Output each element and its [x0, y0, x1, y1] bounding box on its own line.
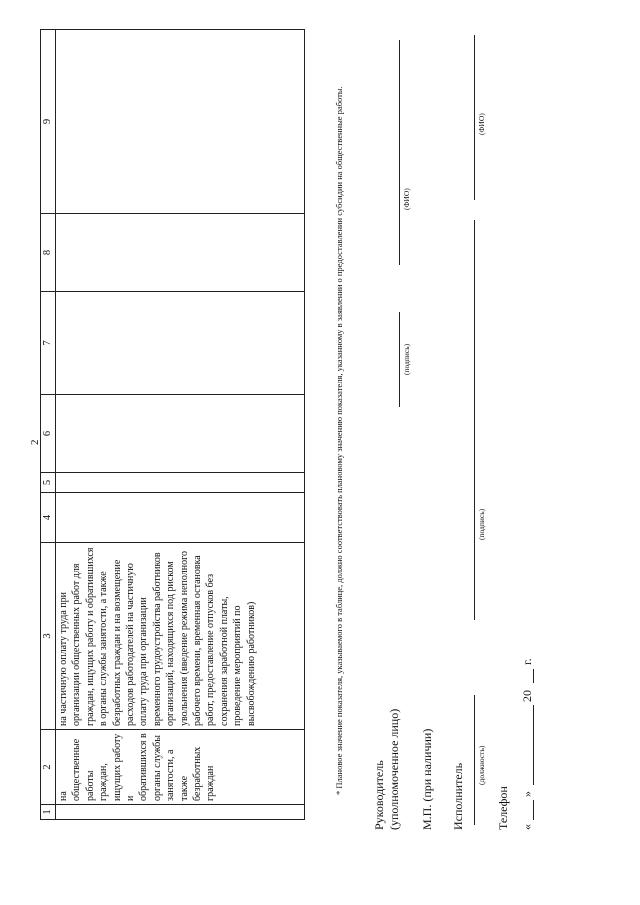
- head-signature-line: [399, 312, 400, 407]
- col-header-2: 2: [41, 730, 56, 805]
- head-fio-caption: (ФИО): [402, 188, 411, 210]
- indicator-table: [40, 29, 305, 820]
- seal-label: М.П. (при наличии): [420, 728, 434, 830]
- col-header-7: 7: [41, 292, 56, 395]
- col-header-4: 4: [41, 493, 56, 543]
- col-header-9: 9: [41, 30, 56, 214]
- head-authorized-label: (уполномоченное лицо): [387, 708, 401, 830]
- date-year-prefix: 20: [520, 690, 534, 702]
- cell-7: [56, 292, 305, 395]
- cell-4: [56, 493, 305, 543]
- footnote: * Плановое значение показателя, указываемого в таблице, должно соответствовать плановому значению показателя, указанному в заявлении о предоставлении субсидии на общественные работы.: [334, 86, 344, 795]
- head-fio-line: [399, 40, 400, 265]
- date-year-line: [533, 669, 534, 683]
- head-signature-caption: (подпись): [402, 343, 411, 375]
- date-close-quote: »: [520, 791, 534, 797]
- date-month-line: [533, 705, 534, 785]
- col-header-3: 3: [41, 543, 56, 730]
- cell-9: [56, 30, 305, 214]
- executor-position-caption: (должность): [477, 745, 486, 785]
- col-header-5: 5: [41, 473, 56, 493]
- head-label: Руководитель: [372, 760, 386, 830]
- executor-fio-caption: (ФИО): [477, 113, 486, 135]
- cell-2-direction: на общественные работы граждан, ищущих работу и обратившихся в органы службы занятости, а также безработных граждан: [56, 730, 305, 805]
- cell-8: [56, 214, 305, 292]
- date-day-line: [533, 800, 534, 820]
- cell-1: [56, 805, 305, 820]
- col-header-8: 8: [41, 214, 56, 292]
- date-year-suffix: г.: [520, 658, 534, 665]
- executor-position-line: [474, 695, 475, 825]
- cell-3-purpose: на частичную оплату труда при организации общественных работ для граждан, ищущих работу и обратившихся в органы службы занятости, а также безработных граждан и на возмещение расходов работодателей на частичную оплату труда при организации временного трудоустройства работников организаций, находящихся под риском увольнения (введение режима неполного рабочего времени, временная остановка работ, предоставление отпусков без сохранения заработной платы, проведение мероприятий по высвобождению работников): [56, 543, 305, 730]
- col-header-6: 6: [41, 395, 56, 473]
- date-open-quote: «: [520, 824, 534, 830]
- executor-fio-line: [474, 35, 475, 200]
- phone-label: Телефон: [496, 786, 510, 830]
- table-row: [56, 30, 305, 820]
- executor-signature-line: [474, 220, 475, 620]
- col-header-1: 1: [41, 805, 56, 820]
- executor-label: Исполнитель: [451, 762, 465, 830]
- page-number: 2: [29, 439, 41, 445]
- table-header-row: [41, 30, 56, 820]
- executor-signature-caption: (подпись): [477, 508, 486, 540]
- cell-5: [56, 473, 305, 493]
- cell-6: [56, 395, 305, 473]
